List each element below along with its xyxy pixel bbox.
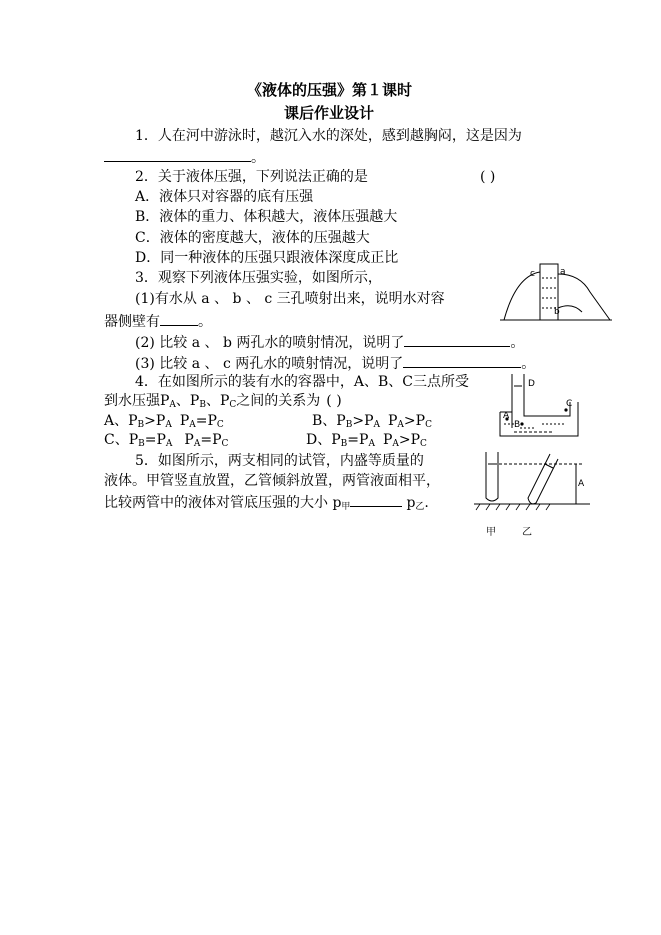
- question-1: 1．人在河中游泳时，越沉入水的深处，感到越胸闷，这是因为: [135, 128, 522, 144]
- q5-tube-jia: [486, 452, 498, 501]
- question-3-part-2: [135, 332, 524, 352]
- question-5-line-2: 液体。甲管竖直放置，乙管倾斜放置，两管液面相平，: [104, 473, 440, 489]
- q5-yi-surface: [545, 464, 553, 468]
- question-3-part-3: [135, 353, 535, 373]
- q3-part2-end: 。: [510, 335, 525, 351]
- q4-option-d: D、$P_B=P_A$ $P_A>P_C$: [306, 432, 427, 449]
- page-title: 《液体的压强》第１课时: [247, 81, 413, 99]
- question-3-part-1b: [104, 311, 212, 331]
- question-4-stem: 4．在如图所示的装有水的容器中，A、B、C三点所受: [135, 374, 470, 390]
- q3-jet-b: [558, 306, 582, 312]
- q2-option-d: D．同一种液体的压强只跟液体深度成正比: [135, 250, 399, 266]
- question-3-stem: 3．观察下列液体压强实验，如图所示，: [135, 270, 382, 286]
- q5-label-jia: 甲: [486, 527, 496, 538]
- q3-figure: [500, 262, 615, 324]
- q3-part3-text: (3) 比较 a 、 c 两孔水的喷射情况，说明了: [135, 356, 404, 372]
- q5-sub-yi: 乙: [415, 502, 425, 512]
- q3-blank-1[interactable]: [160, 311, 198, 326]
- q5-ground-hatch: [476, 504, 550, 510]
- q1-end: 。: [251, 150, 265, 166]
- q3-blank-2[interactable]: [404, 332, 510, 347]
- q5-line3-text: 比较两管中的液体对管底压强的大小 p: [104, 495, 342, 511]
- question-1-answer-line: [104, 147, 265, 167]
- q3-label-b: b: [554, 307, 560, 317]
- q2-option-c: C．液体的密度越大，液体的压强越大: [135, 230, 370, 246]
- q4-option-a: A、$P_B>P_A$ $P_A=P_C$: [104, 413, 224, 430]
- q3-jet-c: [504, 272, 540, 320]
- q4-paren: ( ): [326, 393, 342, 409]
- q5-figure: [474, 446, 594, 542]
- q3-label-a: a: [560, 267, 566, 277]
- question-3-part-1a: (1)有水从 a 、 b 、 c 三孔喷射出来，说明水对容: [135, 291, 445, 307]
- q4-line2-post: 之间的关系为: [236, 393, 321, 409]
- q4-label-d: D: [528, 379, 535, 389]
- q1-blank[interactable]: [104, 147, 251, 162]
- q4-label-a: A: [503, 411, 510, 421]
- q3-part2-text: (2) 比较 a 、 b 两孔水的喷射情况，说明了: [135, 335, 405, 351]
- q5-sub-jia: 甲: [341, 502, 351, 512]
- q4-point-b: [520, 422, 523, 425]
- q3-jet-a: [558, 274, 610, 320]
- question-2-paren: ( ): [480, 169, 496, 185]
- q4-label-c: C: [566, 399, 573, 409]
- q5-label-yi: 乙: [522, 527, 532, 538]
- q3-label-c: c: [530, 269, 535, 279]
- q3-part1-text: 器侧壁有: [104, 314, 160, 330]
- page-subtitle: 课后作业设计: [284, 104, 375, 122]
- question-4-line-2: 到水压强$P_A$、$P_B$、$P_C$之间的关系为 ( ): [104, 393, 342, 410]
- question-2-stem: 2．关于液体压强，下列说法正确的是: [135, 169, 368, 185]
- question-5-line-1: 5．如图所示，两支相同的试管，内盛等质量的: [135, 453, 424, 469]
- q4-figure: [494, 372, 579, 440]
- q5-blank[interactable]: [350, 492, 402, 507]
- q5-label-h: A: [578, 479, 585, 489]
- q5-tube-yi: [528, 454, 558, 504]
- q4-option-c: C、$P_B=P_A$ $P_A=P_C$: [104, 432, 229, 449]
- q4-line2-pre: 到水压强: [104, 393, 160, 409]
- q4-label-b: B: [514, 420, 521, 430]
- q2-option-b: B．液体的重力、体积越大，液体压强越大: [135, 209, 398, 225]
- q3-blank-3[interactable]: [403, 353, 521, 368]
- q3-part1-end: 。: [198, 314, 212, 330]
- q4-option-b: B、$P_B>P_A$ $P_A>P_C$: [312, 413, 432, 430]
- q2-option-a: A．液体只对容器的底有压强: [135, 189, 314, 205]
- q3-part3-end: 。: [521, 356, 536, 372]
- question-5-line-3: 比较两管中的液体对管底压强的大小 $p_甲$ $p_乙$.: [104, 492, 429, 516]
